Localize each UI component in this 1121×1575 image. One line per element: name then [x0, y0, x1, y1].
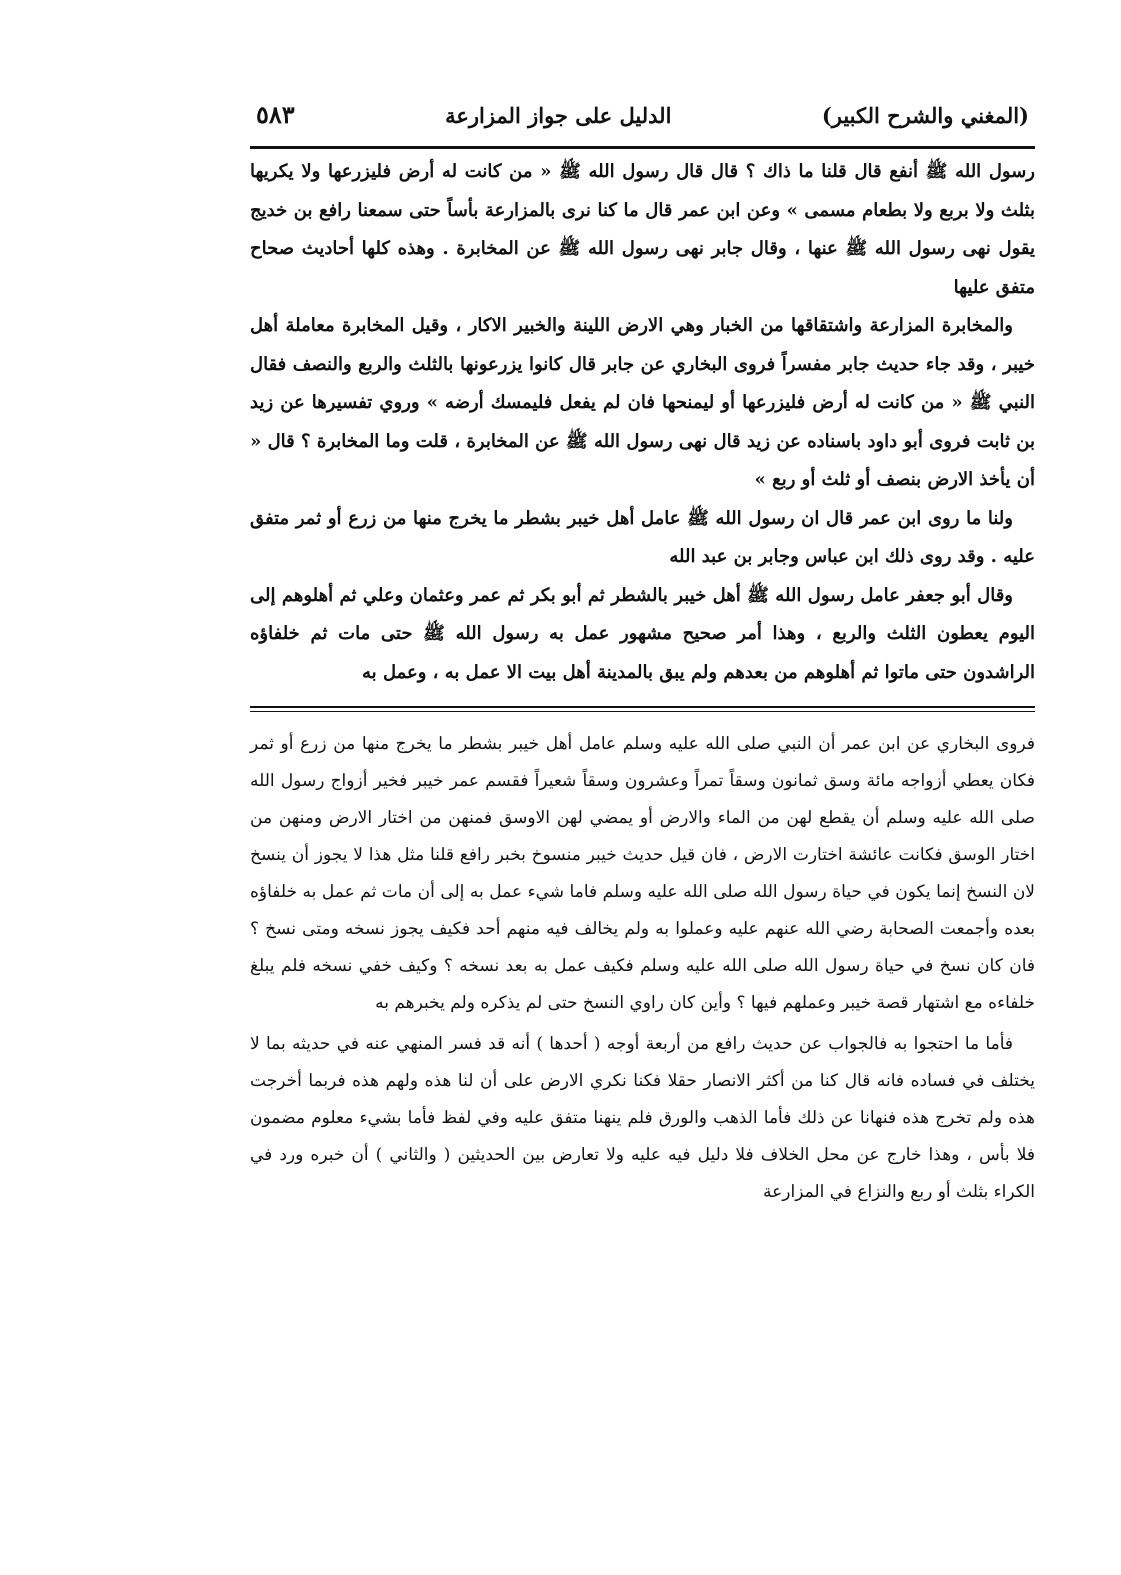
main-paragraph: والمخابرة المزارعة واشتقاقها من الخبار وهي الارض اللينة والخبير الاكار ، وقيل المخابرة معاملة أهل خيبر ، وقد جاء حديث جابر مفسراً فروى البخاري عن جابر قال كانوا يزرعونها بالثلث والربع والنصف فقال النبي ﷺ « من كانت له أرض فليزرعها أو ليمنحها فان لم يفعل فليمسك أرضه » وروي تفسيرها عن زيد بن ثابت فروى أبو داود باسناده عن زيد قال نهى رسول الله ﷺ عن المخابرة ، قلت وما المخابرة ؟ قال « أن يأخذ الارض بنصف أو ثلث أو ربع »	[250, 315, 1036, 490]
main-text	[250, 153, 1035, 692]
divider-line-thick	[250, 706, 1035, 708]
commentary-continuation	[250, 1026, 1035, 1211]
page	[250, 100, 1035, 1500]
commentary-text	[250, 726, 1035, 1022]
book-title: (المغني والشرح الكبير)	[821, 103, 1029, 128]
divider-line-thin	[250, 711, 1035, 712]
page-number: ٥٨٣	[256, 100, 295, 129]
section-divider	[250, 706, 1035, 712]
running-header	[250, 100, 1035, 149]
main-paragraph: وقال أبو جعفر عامل رسول الله ﷺ أهل خيبر بالشطر ثم أبو بكر ثم عمر وعثمان وعلي ثم أهلوهم إلى اليوم يعطون الثلث والربع ، وهذا أمر صحيح مشهور عمل به رسول الله ﷺ حتى مات ثم خلفاؤه الراشدون حتى ماتوا ثم أهلوهم من بعدهم ولم يبق بالمدينة أهل بيت الا عمل به ، وعمل به	[250, 584, 1035, 683]
commentary-paragraph: فروى البخاري عن ابن عمر أن النبي صلى الله عليه وسلم عامل أهل خيبر بشطر ما يخرج منها من زرع أو ثمر فكان يعطي أزواجه مائة وسق ثمانون وسقاً تمراً وعشرون وسقاً شعيراً فقسم عمر خيبر فخير أزواج رسول الله صلى الله عليه وسلم أن يقطع لهن من الماء والارض أو يمضي لهن الاوسق فمنهن من اختار الارض ومنهن من اختار الوسق فكانت عائشة اختارت الارض ، فان قيل حديث خيبر منسوخ بخبر رافع قلنا مثل هذا لا يجوز أن ينسخ لان النسخ إنما يكون في حياة رسول الله صلى الله عليه وسلم فاما شيء عمل به إلى أن مات ثم عمل به خلفاؤه بعده وأجمعت الصحابة رضي الله عنهم عليه وعملوا به ولم يخالف فيه منهم أحد فكيف يجوز نسخه ومتى نسخ ؟ فان كان نسخ في حياة رسول الله صلى الله عليه وسلم فكيف عمل به بعد نسخه ؟ وكيف خفي نسخه فلم يبلغ خلفاءه مع اشتهار قصة خيبر وعملهم فيها ؟ وأين كان راوي النسخ حتى لم يذكره ولم يخبرهم به	[250, 734, 1035, 1013]
commentary-paragraph: فأما ما احتجوا به فالجواب عن حديث رافع من أربعة أوجه ( أحدها ) أنه قد فسر المنهي عنه في حديثه بما لا يختلف في فساده فانه قال كنا من أكثر الانصار حقلا فكنا نكري الارض على أن لنا هذه ولهم هذه فربما أخرجت هذه ولم تخرج هذه فنهانا عن ذلك فأما الذهب والورق فلم ينهنا متفق عليه وفي لفظ فأما بشيء معلوم مضمون فلا بأس ، وهذا خارج عن محل الخلاف فلا دليل فيه عليه ولا تعارض بين الحديثين ( والثاني ) أن خبره ورد في الكراء بثلث أو ربع والنزاع في المزارعة	[250, 1034, 1035, 1202]
main-paragraph: ولنا ما روى ابن عمر قال ان رسول الله ﷺ عامل أهل خيبر بشطر ما يخرج منها من زرع أو ثمر متفق عليه . وقد روى ذلك ابن عباس وجابر بن عبد الله	[250, 507, 1035, 567]
section-title: الدليل على جواز المزارعة	[445, 103, 672, 128]
main-paragraph: رسول الله ﷺ أنفع قال قلنا ما ذاك ؟ قال قال رسول الله ﷺ « من كانت له أرض فليزرعها ولا يكريها بثلث ولا بربع ولا بطعام مسمى » وعن ابن عمر قال ما كنا نرى بالمزارعة بأساً حتى سمعنا رافع بن خديج يقول نهى رسول الله ﷺ عنها ، وقال جابر نهى رسول الله ﷺ عن المخابرة . وهذه كلها أحاديث صحاح متفق عليها	[250, 161, 1035, 298]
